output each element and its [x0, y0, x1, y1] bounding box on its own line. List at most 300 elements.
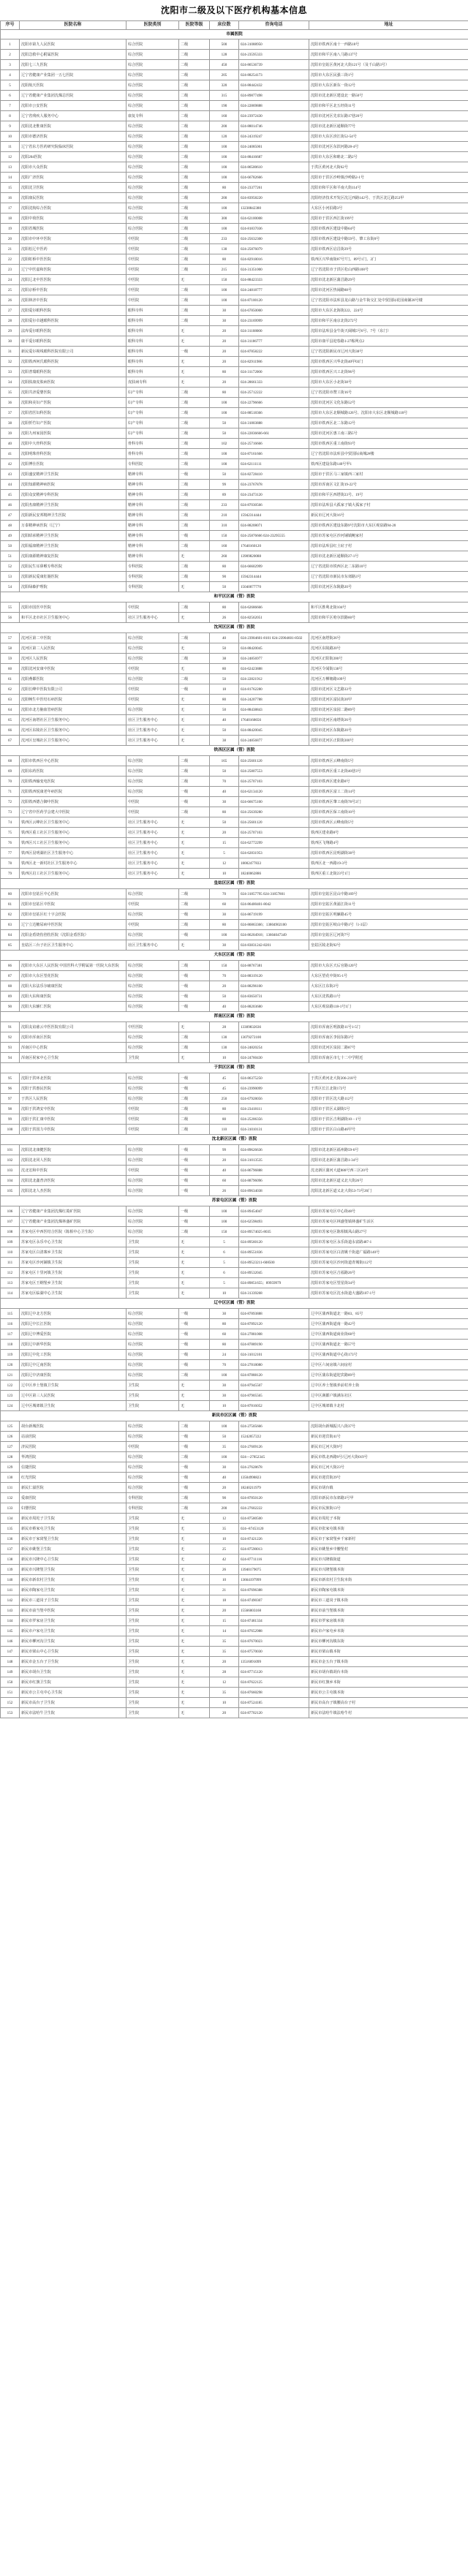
cell-type: 骨科专科 [127, 449, 179, 459]
table-row [1, 388, 468, 398]
cell-beds: 35 [210, 1688, 239, 1698]
cell-name: 妇婴医院 [20, 1503, 127, 1514]
table-row [1, 858, 468, 869]
cell-phone: 024-31339268 [239, 1288, 309, 1299]
table-row [1, 1626, 468, 1636]
cell-beds: 80 [210, 367, 239, 377]
cell-type: 社区卫生服务中心 [127, 817, 179, 828]
cell-name: 沈河区第二中医院 [20, 633, 127, 643]
cell-phone: 024-23767878 [239, 480, 309, 490]
cell-beds: 6 [210, 1268, 239, 1278]
table-row [1, 654, 468, 664]
cell-level: 无 [179, 1022, 210, 1032]
cell-addr: 沈河区南塔街26号 [309, 633, 468, 643]
cell-level: 无 [179, 643, 210, 654]
cell-beds: 50 [210, 1432, 239, 1442]
cell-beds: 50 [210, 418, 239, 428]
cell-phone: 024-89574025-8035 [239, 1227, 309, 1237]
table-group-header-row [1, 623, 468, 633]
cell-addr: 辽中区养士堡镇养前村养士街 [309, 1380, 468, 1391]
cell-name: 沈阳广济医院 [20, 173, 127, 183]
cell-phone: 024-87696388 [239, 1585, 309, 1595]
cell-phone: 024-82728410 [239, 469, 309, 480]
cell-beds: 100 [210, 398, 239, 408]
cell-idx: 64 [1, 705, 20, 715]
cell-name: 济民医院 [20, 1442, 127, 1452]
cell-addr: 沈阳市沈河区东滨河路28-4号 [309, 142, 468, 152]
cell-beds: 12 [210, 858, 239, 869]
cell-level: 二级 [179, 418, 210, 428]
cell-addr: 和平区胜利北街104号 [309, 603, 468, 613]
cell-idx: 96 [1, 1084, 20, 1094]
table-row [1, 1114, 468, 1125]
cell-addr: 沈阳市沈河区东陵路20号 [309, 582, 468, 592]
cell-phone: 024-89523211-608500 [239, 1258, 309, 1268]
cell-addr: 皇姑区陵北街92号 [309, 940, 468, 951]
table-row [1, 224, 468, 234]
cell-type: 综合医院 [127, 1309, 179, 1319]
cell-addr: 沈阳市沈河区富民街20甲 [309, 695, 468, 705]
cell-idx: 148 [1, 1657, 20, 1667]
cell-level: 一级 [179, 1084, 210, 1094]
cell-name: 沈阳长峰中医院有限公司 [20, 684, 127, 695]
cell-addr: 新民市三道岗子镇本街 [309, 1595, 468, 1606]
cell-name: 皇姑区三台子社区卫生服务中心 [20, 940, 127, 951]
cell-type: 综合医院 [127, 1462, 179, 1473]
cell-idx: 85 [1, 940, 20, 951]
cell-idx: 91 [1, 1022, 20, 1032]
cell-name: 沈阳于洪国力中医院 [20, 1125, 127, 1135]
cell-type: 综合医院 [127, 992, 179, 1002]
cell-type: 卫生院 [127, 1636, 179, 1647]
table-row [1, 1708, 468, 1718]
cell-addr: 辽中区蒲西街道北一路83、85号 [309, 1309, 468, 1319]
cell-phone: 024-86719199 [239, 910, 309, 920]
cell-beds: 40 [210, 1473, 239, 1483]
cell-type: 综合医院 [127, 1370, 179, 1380]
cell-idx: 34 [1, 377, 20, 388]
cell-level: 无 [179, 664, 210, 674]
cell-addr: 沈河区万柳塘路109号 [309, 674, 468, 684]
cell-level: 无 [179, 1677, 210, 1688]
cell-type: 综合医院 [127, 1452, 179, 1462]
table-row [1, 1555, 468, 1565]
cell-name: 沈阳沈北同人医院 [20, 1155, 127, 1166]
cell-level: 无 [179, 1606, 210, 1616]
cell-type: 综合医院 [127, 981, 179, 992]
cell-addr: 新民市辽河大街16号 [309, 510, 468, 521]
cell-level: 二级 [179, 254, 210, 265]
cell-name: 沈阳九州家园医院 [20, 428, 127, 439]
cell-idx: 36 [1, 398, 20, 408]
cell-name: 沈阳七三九医院 [20, 60, 127, 70]
cell-type: 卫生院 [127, 1053, 179, 1063]
cell-idx: 42 [1, 459, 20, 469]
cell-name: 沈阳众安精神专科医院 [20, 490, 127, 500]
cell-type: 卫生院 [127, 1708, 179, 1718]
group-label: 和平区区属（管）医院 [1, 592, 468, 603]
cell-type: 综合医院 [127, 961, 179, 971]
cell-level: 二级 [179, 1104, 210, 1114]
cell-idx: 60 [1, 664, 20, 674]
cell-level: 二级 [179, 633, 210, 643]
cell-idx: 97 [1, 1094, 20, 1104]
cell-phone: 024-31172000 [239, 367, 309, 377]
cell-idx: 63 [1, 695, 20, 705]
cell-level: 二级 [179, 756, 210, 766]
table-row [1, 142, 468, 152]
table-row [1, 336, 468, 347]
cell-type: 卫生院 [127, 1237, 179, 1247]
cell-addr: 沈阳市浑南区文汇街19-22号 [309, 480, 468, 490]
cell-name: 爱康医院 [20, 1493, 127, 1503]
cell-type: 眼科专科 [127, 306, 179, 316]
cell-type: 卫生院 [127, 1401, 179, 1411]
cell-name: 站前医院 [20, 1432, 127, 1442]
cell-idx: 150 [1, 1677, 20, 1688]
cell-level: 无 [179, 725, 210, 736]
table-row [1, 1636, 468, 1647]
table-row [1, 531, 468, 541]
cell-idx: 76 [1, 838, 20, 848]
cell-level: 二级 [179, 674, 210, 684]
cell-addr: 沈阳市皇姑区岐山中路1号（1-3层） [309, 920, 468, 930]
cell-type: 社区卫生服务中心 [127, 613, 179, 623]
cell-phone: 024-31013535 [239, 1155, 309, 1166]
cell-phone: 024-22796666 [239, 398, 309, 408]
cell-phone: 15942314444 [239, 510, 309, 521]
cell-addr: 新民市胡台镇胡台本街 [309, 1667, 468, 1677]
cell-beds: 20 [210, 828, 239, 838]
cell-name: 沈阳辽中辽南医院 [20, 1360, 127, 1370]
cell-phone: 024-23377261 [239, 183, 309, 193]
table-row [1, 562, 468, 572]
cell-type: 综合医院 [127, 70, 179, 80]
cell-phone: 024-88518366 [239, 408, 309, 418]
cell-addr: 沈阳市和平区西塔街23号、19号 [309, 490, 468, 500]
cell-type: 综合医院 [127, 121, 179, 132]
cell-name: 苏家屯区临湖中心卫生院 [20, 1288, 127, 1299]
table-row [1, 152, 468, 162]
table-row [1, 1401, 468, 1411]
cell-name: 沈阳爱尔卓越眼科医院 [20, 316, 127, 326]
group-label: 沈北新区区属（管）医院 [1, 1135, 468, 1145]
cell-beds: 233 [210, 234, 239, 244]
cell-level: 二级 [179, 1421, 210, 1432]
table-row [1, 408, 468, 418]
cell-phone: 024-25632300 [239, 234, 309, 244]
cell-level: 无 [179, 1544, 210, 1555]
cell-name: 沈阳沈卫医院 [20, 183, 127, 193]
cell-idx: 58 [1, 643, 20, 654]
cell-addr: 沈阳市新民市东郊路3号甲 [309, 1493, 468, 1503]
table-row [1, 572, 468, 582]
cell-phone: 024-25876666 024-23295555 [239, 531, 309, 541]
cell-phone: 024-82911986 [239, 357, 309, 367]
cell-idx: 24 [1, 275, 20, 285]
table-row [1, 1186, 468, 1196]
cell-level: 无 [179, 367, 210, 377]
cell-beds: 20 [210, 1708, 239, 1718]
cell-name: 新民市法哈牛卫生院 [20, 1708, 127, 1718]
cell-type: 卫生院 [127, 1555, 179, 1565]
cell-type: 综合医院 [127, 101, 179, 111]
cell-type: 综合医院 [127, 1002, 179, 1012]
cell-level: 无 [179, 1708, 210, 1718]
cell-addr: 大东区望花中街95-1号 [309, 971, 468, 981]
cell-idx: 90 [1, 1002, 20, 1012]
cell-level: 二级 [179, 541, 210, 551]
table-row [1, 1340, 468, 1350]
cell-level: 无 [179, 715, 210, 725]
cell-name: 沈阳市大众医院 [20, 162, 127, 173]
cell-idx: 37 [1, 408, 20, 418]
cell-level: 二级 [179, 111, 210, 121]
cell-addr: 辽中区六间房镇六间房村 [309, 1360, 468, 1370]
cell-type: 中医院 [127, 1104, 179, 1114]
cell-phone: 13238842380 [239, 203, 309, 214]
cell-addr: 新民市姚堡乡中腰堡村 [309, 1544, 468, 1555]
table-row [1, 1125, 468, 1135]
cell-idx: 13 [1, 162, 20, 173]
cell-level: 二级 [179, 214, 210, 224]
cell-level: 二级 [179, 449, 210, 459]
cell-idx: 151 [1, 1688, 20, 1698]
table-row [1, 80, 468, 91]
cell-name: 和平区北市社区卫生服务中心 [20, 613, 127, 623]
cell-type: 综合医院 [127, 1043, 179, 1053]
cell-level: 一级 [179, 1155, 210, 1166]
cell-name: 沈阳市北方脑血管病医院 [20, 705, 127, 715]
cell-phone: 024-25716666 [239, 439, 309, 449]
cell-addr: 新民市于家窝堡乡千家新村 [309, 1534, 468, 1544]
cell-phone: 024-87030566 [239, 500, 309, 510]
table-row [1, 101, 468, 111]
cell-type: 专科医院 [127, 1503, 179, 1514]
cell-beds: 310 [210, 521, 239, 531]
cell-idx: 55 [1, 603, 20, 613]
page-title: 沈阳市二级及以下医疗机构基本信息 [160, 5, 307, 15]
cell-addr: 新民市民族街13号 [309, 1503, 468, 1514]
cell-beds: 30 [210, 316, 239, 326]
cell-type: 专科医院 [127, 572, 179, 582]
cell-beds: 80 [210, 254, 239, 265]
table-row [1, 899, 468, 910]
cell-phone: 024-87892120 [239, 1319, 309, 1329]
table-row [1, 1647, 468, 1657]
cell-type: 卫生院 [127, 1647, 179, 1657]
cell-phone: 024-87816052 [239, 1401, 309, 1411]
table-row [1, 766, 468, 777]
cell-beds: 80 [210, 183, 239, 193]
cell-type: 卫生院 [127, 1534, 179, 1544]
cell-idx: 141 [1, 1585, 20, 1595]
cell-level: 无 [179, 1595, 210, 1606]
cell-addr: 沈阳市沈北新区通顺街77号 [309, 121, 468, 132]
cell-beds: 50 [210, 992, 239, 1002]
table-row [1, 1104, 468, 1114]
cell-phone: 024-88423333 [239, 275, 309, 285]
cell-addr: 沈阳市大东区和睦北二路2号 [309, 152, 468, 162]
cell-idx: 68 [1, 756, 20, 766]
cell-phone: 024-83958220 [239, 193, 309, 203]
cell-name: 辽宁立达糖尿病中医医院 [20, 920, 127, 930]
table-row [1, 173, 468, 183]
cell-idx: 115 [1, 1309, 20, 1319]
cell-idx: 67 [1, 736, 20, 746]
cell-idx: 111 [1, 1258, 20, 1268]
cell-type: 卫生院 [127, 1688, 179, 1698]
cell-phone: 17640160120 [239, 541, 309, 551]
cell-phone: 024-89877498 [239, 91, 309, 101]
cell-idx: 128 [1, 1452, 20, 1462]
cell-phone: 024-27628678 [239, 1462, 309, 1473]
cell-type: 社区卫生服务中心 [127, 736, 179, 746]
cell-type: 综合医院 [127, 91, 179, 101]
cell-phone: 024-87524185 [239, 1698, 309, 1708]
cell-type: 中医院 [127, 899, 179, 910]
cell-phone: 024--87453120 [239, 1524, 309, 1534]
cell-type: 综合医院 [127, 1084, 179, 1094]
cell-name: 沈阳大东辅仁医院 [20, 1002, 127, 1012]
cell-type: 综合医院 [127, 80, 179, 91]
cell-addr: 沈阳市铁西区启昌街29号 [309, 244, 468, 254]
cell-phone: 024-31012101 [239, 1350, 309, 1360]
cell-level: 无 [179, 377, 210, 388]
cell-idx: 20 [1, 234, 20, 244]
cell-idx: 137 [1, 1544, 20, 1555]
cell-addr: 沈阳市苏家屯区望星街34号 [309, 1278, 468, 1288]
cell-name: 沈河区第二人民医院 [20, 643, 127, 654]
cell-level: 无 [179, 858, 210, 869]
cell-level: 二级 [179, 766, 210, 777]
cell-beds: 80 [210, 807, 239, 817]
cell-type: 精神专科 [127, 551, 179, 562]
cell-level: 一级 [179, 1432, 210, 1442]
cell-type: 精神专科 [127, 469, 179, 480]
cell-idx: 59 [1, 654, 20, 664]
cell-addr: 沈阳市沈北新区道义北大街26号 [309, 1176, 468, 1186]
cell-beds: 100 [210, 152, 239, 162]
cell-phone: 024-88296100 [239, 981, 309, 992]
cell-name: 沈阳大东法乐尔痛康医院 [20, 981, 127, 992]
table-row [1, 736, 468, 746]
cell-addr: 沈阳市皇姑区黄浦江街11号 [309, 899, 468, 910]
cell-addr: 沈阳市沈河区南塔街26号 [309, 715, 468, 725]
cell-name: 沈阳明珠骨科医院 [20, 449, 127, 459]
cell-name: 沈阳康源精神康复医院 [20, 551, 127, 562]
cell-beds: 40 [210, 787, 239, 797]
cell-addr: 辽中区蒲东街道迎宾路89号 [309, 1370, 468, 1380]
cell-addr: 沈河区正阳街200号 [309, 654, 468, 664]
cell-addr: 辽宁省沈阳市法库县龙山路与金牛街交汇处中贸国际花园商铺28号楼 [309, 295, 468, 306]
cell-name: 沈阳省城医院 [20, 224, 127, 234]
table-row [1, 1360, 468, 1370]
table-row [1, 449, 468, 459]
table-group-header-row [1, 951, 468, 961]
cell-name: 沈阳于洪汇康中医院 [20, 1114, 127, 1125]
cell-beds: 45 [210, 1073, 239, 1084]
cell-addr: 新民市新农村卫生院本街 [309, 1575, 468, 1585]
cell-beds: 40 [210, 1002, 239, 1012]
cell-level: 无 [179, 1534, 210, 1544]
cell-idx: 3 [1, 60, 20, 70]
cell-name: 沈阳忻竹妇产医院 [20, 418, 127, 428]
cell-idx: 70 [1, 777, 20, 787]
cell-idx: 21 [1, 244, 20, 254]
cell-idx: 114 [1, 1288, 20, 1299]
cell-beds: 20 [210, 1606, 239, 1616]
cell-beds: 40 [210, 1166, 239, 1176]
table-row [1, 582, 468, 592]
cell-addr: 沈阳市沈北新区建设北一路50号 [309, 91, 468, 101]
table-row [1, 1094, 468, 1104]
cell-idx: 138 [1, 1555, 20, 1565]
cell-type: 中医医院 [127, 1022, 179, 1032]
cell-addr: 沈阳市大东区北顺城路126号、沈阳市大东区北顺城路118号 [309, 408, 468, 418]
cell-idx: 99 [1, 1114, 20, 1125]
table-row [1, 981, 468, 992]
cell-idx: 77 [1, 848, 20, 858]
cell-phone: 024-87889190 [239, 1340, 309, 1350]
cell-idx: 17 [1, 203, 20, 214]
cell-phone: 024-27818080 [239, 1360, 309, 1370]
cell-addr: 沈阳市苏家屯区沙河铺镇鲍家村 [309, 531, 468, 541]
cell-phone: 024-89626636 [239, 1145, 309, 1155]
cell-phone: 024-87590013 [239, 1544, 309, 1555]
table-row [1, 1032, 468, 1043]
cell-phone: 18002477833 [239, 858, 309, 869]
cell-level: 一级 [179, 1002, 210, 1012]
cell-idx: 133 [1, 1503, 20, 1514]
table-row [1, 920, 468, 930]
cell-name: 沈阳市浑南区医院 [20, 1032, 127, 1043]
cell-type: 妇产专科 [127, 408, 179, 418]
cell-idx: 130 [1, 1473, 20, 1483]
cell-name: 沈阳204医院 [20, 152, 127, 162]
cell-name: 沈阳沈航综合医院 [20, 203, 127, 214]
cell-name: 沈阳辽中化工医院 [20, 1350, 127, 1360]
cell-beds: 35 [210, 1442, 239, 1452]
cell-phone: 024-87945507 [239, 1380, 309, 1391]
table-row [1, 1268, 468, 1278]
cell-addr: 新民市兴隆镇街道 [309, 1555, 468, 1565]
cell-addr: 新民市罗家房镇本街 [309, 1616, 468, 1626]
cell-phone: 024-81762280 [239, 684, 309, 695]
cell-type: 综合医院 [127, 971, 179, 981]
cell-level: 二级 [179, 183, 210, 193]
group-label: 辽中区区属（管）医院 [1, 1299, 468, 1309]
cell-name: 新民市柳河沟卫生院 [20, 1636, 127, 1647]
cell-name: 苏家屯区白清寨乡卫生院 [20, 1247, 127, 1258]
cell-beds: 40 [210, 715, 239, 725]
cell-beds: 150 [210, 531, 239, 541]
cell-beds: 50 [210, 428, 239, 439]
cell-level: 无 [179, 336, 210, 347]
table-group-header-row [1, 1135, 468, 1145]
cell-level: 无 [179, 1401, 210, 1411]
cell-addr: 沈阳市于洪区吉利湖街10－1号 [309, 1114, 468, 1125]
cell-level: 无 [179, 1247, 210, 1258]
table-row [1, 398, 468, 408]
table-row [1, 183, 468, 193]
cell-beds: 50 [210, 705, 239, 715]
cell-type: 综合医院 [127, 756, 179, 766]
cell-beds: 100 [210, 408, 239, 418]
cell-level: 二级 [179, 142, 210, 152]
cell-level: 无 [179, 275, 210, 285]
cell-level: 二级 [179, 899, 210, 910]
